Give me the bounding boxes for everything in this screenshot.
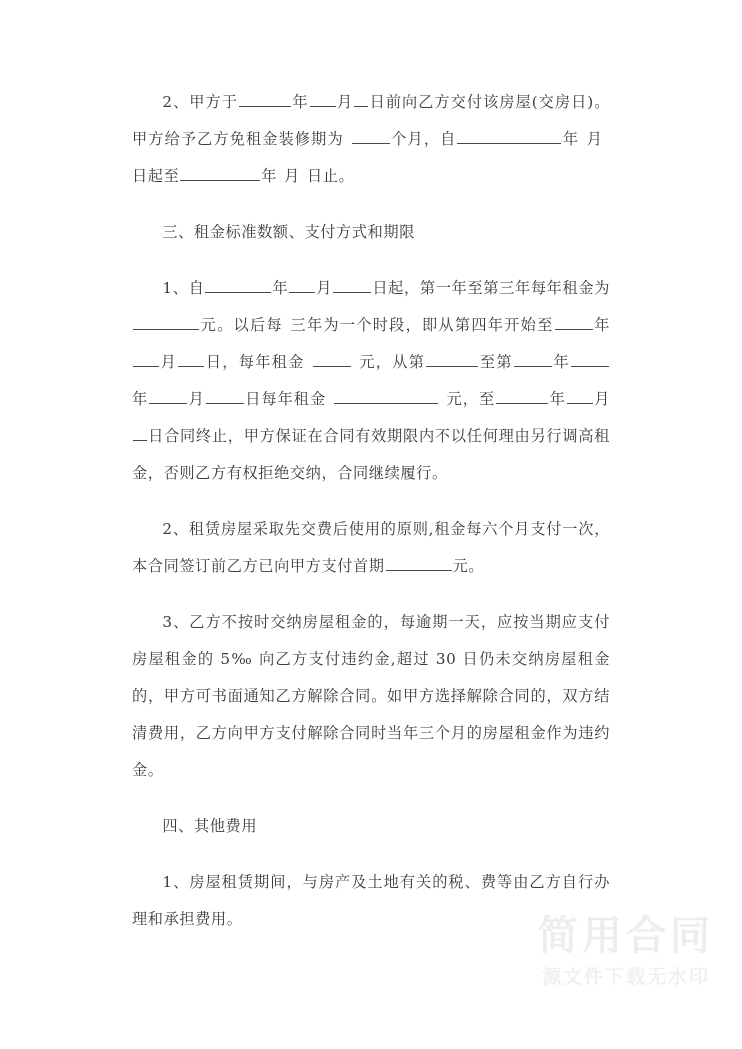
heading-section-three: 三、租金标准数额、支付方式和期限 [162, 223, 415, 241]
blank-end-year[interactable] [180, 166, 260, 181]
blank-period-end-day[interactable] [178, 352, 204, 367]
blank-first-payment[interactable] [386, 556, 452, 571]
blank-to-day[interactable] [206, 389, 244, 404]
blank-start-year[interactable] [457, 129, 561, 144]
blank-from-period[interactable] [426, 352, 478, 367]
blank-terminate-year[interactable] [496, 389, 548, 404]
blank-rent-amount-3[interactable] [334, 389, 438, 404]
blank-rent-start-day[interactable] [333, 278, 371, 293]
blank-to-year[interactable] [571, 352, 609, 367]
blank-rent-amount-2[interactable] [313, 352, 351, 367]
document-body [132, 84, 610, 957]
blank-terminate-day[interactable] [133, 426, 147, 441]
blank-month[interactable] [310, 92, 336, 107]
blank-period-end-month[interactable] [133, 352, 159, 367]
watermark-main-text: 简用合同 [538, 913, 714, 959]
paragraph-clause-2-delivery: 2、甲方于 年 月 日前向乙方交付该房屋(交房日)。甲方给予乙方免租金装修期为 个月，自 年 月日起至 年 月 日止。 [132, 93, 611, 185]
blank-period-end-year[interactable] [555, 315, 593, 330]
heading-section-four: 四、其他费用 [162, 817, 258, 835]
watermark-sub-text: 源文件下载无水印 [541, 966, 710, 988]
paragraph-clause-2-payment-cycle: 2、租赁房屋采取先交费后使用的原则,租金每六个月支付一次，本合同签订前乙方已向甲方支付首期 元。 [132, 520, 610, 575]
blank-rent-amount-1[interactable] [133, 315, 199, 330]
blank-year[interactable] [239, 92, 291, 107]
blank-rent-start-year[interactable] [205, 278, 271, 293]
blank-rent-start-month[interactable] [289, 278, 315, 293]
blank-to-period[interactable] [514, 352, 552, 367]
blank-day[interactable] [354, 92, 368, 107]
paragraph-clause-3-late-penalty: 3、乙方不按时交纳房屋租金的，每逾期一天，应按当期应支付房屋租金的 5‰ 向乙方支付违约金,超过 30 日仍未交纳房屋租金的，甲方可书面通知乙方解除合同。如甲方选择解除合同的，双方结清费用，乙方向甲方支付解除合同时当年三个月的房屋租金作为违约金。 [132, 613, 610, 779]
paragraph-clause-1-rent-standard: 1、自 年 月 日起，第一年至第三年每年租金为元。以后每 三年为一个时段，即从第四年开始至 年月 日，每年租金 元，从第 至第 年年 月 日每年租金 元，至 年 月日合同终止，甲方保证在合同有效期限内不以任何理由另行调高租金，否则乙方有权拒绝交纳，合同继续履行。 [132, 279, 611, 482]
paragraph-clause-1-other-fees: 1、房屋租赁期间，与房产及土地有关的税、费等由乙方自行办理和承担费用。 [132, 873, 610, 928]
blank-terminate-month[interactable] [567, 389, 593, 404]
blank-free-months[interactable] [352, 129, 390, 144]
blank-to-month[interactable] [149, 389, 187, 404]
